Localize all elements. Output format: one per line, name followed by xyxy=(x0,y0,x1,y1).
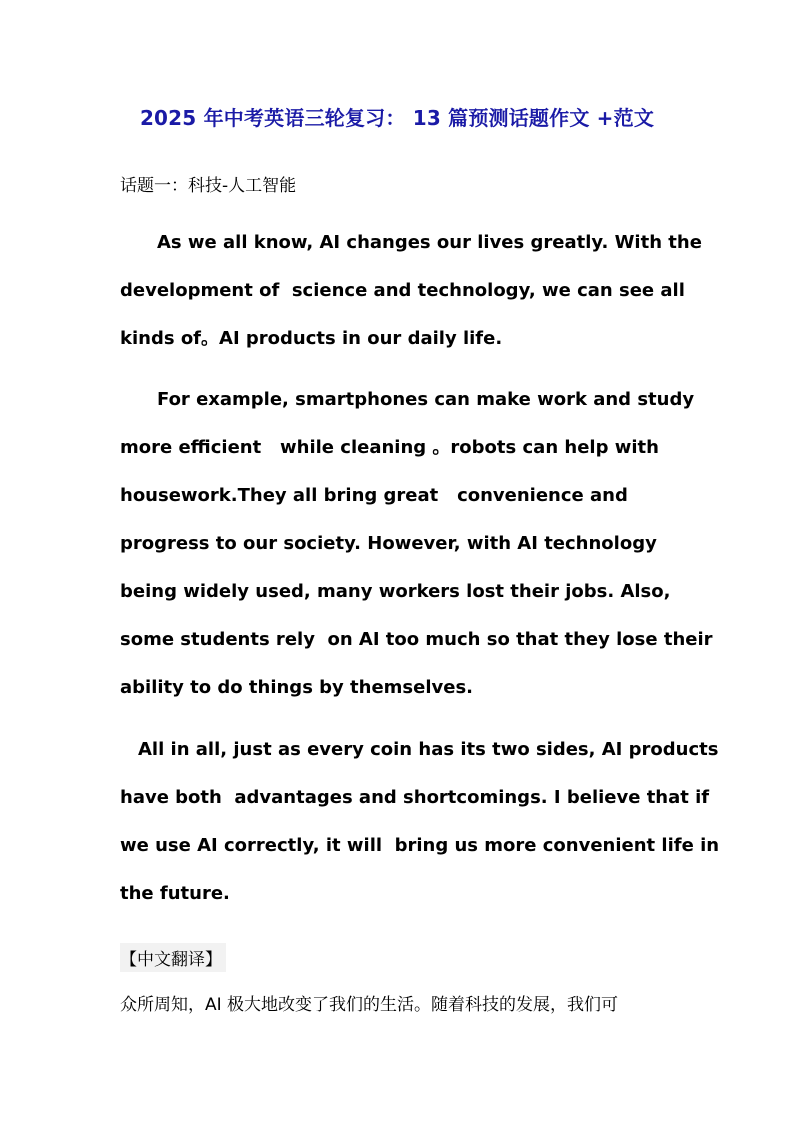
essay-line: As we all know, AI changes our lives greatly. With the xyxy=(157,232,702,253)
essay-line: some students rely on AI too much so that they lose their xyxy=(120,629,713,650)
essay-line: have both advantages and shortcomings. I believe that if xyxy=(120,787,710,808)
essay-line: being widely used, many workers lost their jobs. Also, xyxy=(120,581,671,602)
translation-label: 【中文翻译】 xyxy=(120,943,226,972)
essay-line: progress to our society. However, with AI technology xyxy=(120,533,657,554)
essay-line: housework.They all bring great convenience and xyxy=(120,485,628,506)
essay-line: For example, smartphones can make work and study xyxy=(157,389,695,410)
essay-line: development of science and technology, we can see all xyxy=(120,280,685,301)
essay-line: we use AI correctly, it will bring us more convenient life in xyxy=(120,835,720,856)
essay-line: kinds of。AI products in our daily life. xyxy=(120,328,503,349)
essay-line: more efficient while cleaning 。robots can help with xyxy=(120,437,659,458)
document-title: 2025 年中考英语三轮复习： 13 篇预测话题作文 +范文 xyxy=(139,106,655,130)
essay-line: All in all, just as every coin has its two sides, AI products xyxy=(138,739,719,760)
essay-line: ability to do things by themselves. xyxy=(120,677,474,698)
translation-first-line: 众所周知，AI 极大地改变了我们的生活。随着科技的发展，我们可 xyxy=(120,995,619,1015)
essay-line: the future. xyxy=(120,883,230,904)
topic-heading: 话题一：科技-人工智能 xyxy=(120,176,297,196)
